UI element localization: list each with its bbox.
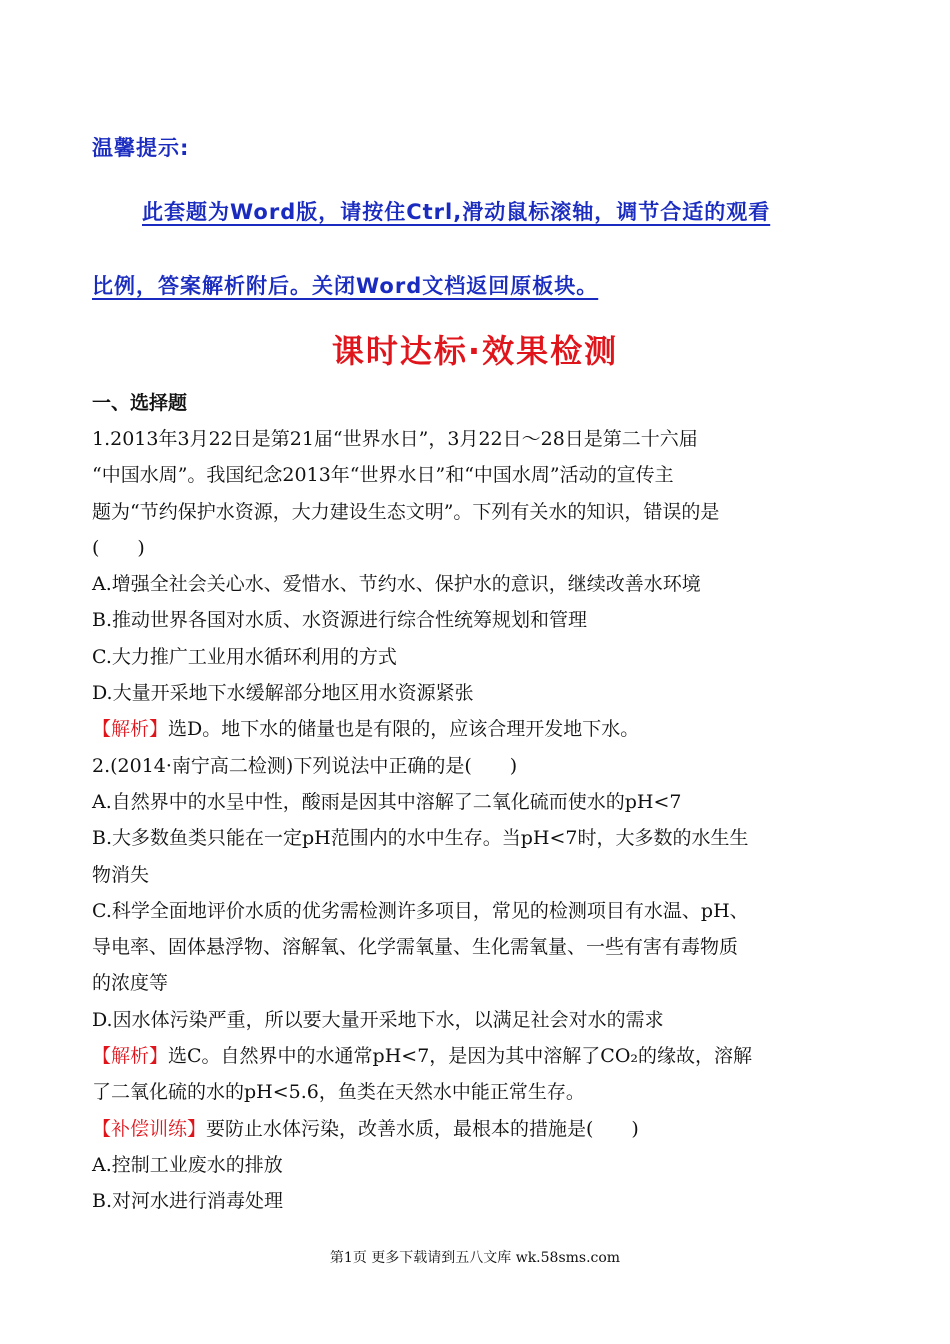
text-line (92, 494, 862, 530)
line-text: 选D。地下水的储量也是有限的，应该合理开发地下水。 (168, 718, 640, 741)
line-text: D.因水体污染严重，所以要大量开采地下水，以满足社会对水的需求 (92, 1008, 664, 1031)
line-text: 了二氧化硫的水的pH<5.6，鱼类在天然水中能正常生存。 (92, 1081, 585, 1104)
text-line (92, 711, 862, 747)
section-heading: 一、选择题 (92, 392, 188, 414)
text-line (92, 857, 862, 893)
text-line (92, 421, 862, 457)
line-text: 2.(2014·南宁高二检测)下列说法中正确的是( ) (92, 754, 518, 777)
answer-tag: 【解析】 (92, 1045, 169, 1068)
line-text: A.自然界中的水呈中性，酸雨是因其中溶解了二氧化硫而使水的pH<7 (92, 790, 682, 813)
line-text: C.科学全面地评价水质的优劣需检测许多项目，常见的检测项目有水温、pH、 (92, 899, 749, 922)
text-line (92, 820, 862, 856)
text-line (92, 602, 862, 638)
text-line (92, 1002, 862, 1038)
line-text: 物消失 (92, 863, 150, 886)
line-text: “中国水周”。我国纪念2013年“世界水日”和“中国水周”活动的宣传主 (92, 464, 674, 487)
text-line (92, 639, 862, 675)
text-line (92, 965, 862, 1001)
line-text: C.大力推广工业用水循环利用的方式 (92, 645, 397, 668)
text-line (92, 1038, 862, 1074)
page-title: 课时达标·效果检测 (331, 332, 619, 370)
tip-text-line-2: 比例，答案解析附后。关闭Word文档返回原板块。 (92, 274, 599, 298)
answer-tag: 【补偿训练】 (92, 1117, 207, 1140)
line-text: ( ) (92, 536, 145, 559)
line-text: B.对河水进行消毒处理 (92, 1190, 284, 1213)
text-line (92, 1111, 862, 1147)
answer-tag: 【解析】 (92, 718, 169, 741)
text-line (92, 748, 862, 784)
line-text: B.大多数鱼类只能在一定pH范围内的水中生存。当pH<7时，大多数的水生生 (92, 827, 749, 850)
tip-text-line-1: 此套题为Word版，请按住Ctrl,滑动鼠标滚轴，调节合适的观看 (142, 200, 771, 224)
line-text: A.控制工业废水的排放 (92, 1153, 283, 1176)
text-line (92, 893, 862, 929)
line-text: 1.2013年3月22日是第21届“世界水日”，3月22日～28日是第二十六届 (92, 428, 698, 450)
text-line (92, 1183, 862, 1219)
line-text: 要防止水体污染，改善水质，最根本的措施是( ) (206, 1117, 639, 1140)
text-line (92, 1074, 862, 1110)
line-text: 选C。自然界中的水通常pH<7，是因为其中溶解了CO₂的缘故，溶解 (168, 1045, 753, 1068)
text-line (92, 675, 862, 711)
text-line (92, 1147, 862, 1183)
text-line (92, 530, 862, 566)
text-line (92, 784, 862, 820)
text-line (92, 457, 862, 493)
line-text: 导电率、固体悬浮物、溶解氧、化学需氧量、生化需氧量、一些有害有毒物质 (92, 936, 739, 959)
line-text: A.增强全社会关心水、爱惜水、节约水、保护水的意识，继续改善水环境 (92, 573, 701, 596)
line-text: 的浓度等 (92, 972, 169, 995)
line-text: B.推动世界各国对水质、水资源进行综合性统筹规划和管理 (92, 609, 588, 632)
text-line (92, 566, 862, 602)
tip-heading: 温馨提示: (92, 136, 190, 160)
text-line (92, 929, 862, 965)
question-body (92, 421, 862, 1220)
line-text: 题为“节约保护水资源，大力建设生态文明”。下列有关水的知识，错误的是 (92, 500, 720, 523)
line-text: D.大量开采地下水缓解部分地区用水资源紧张 (92, 682, 474, 705)
page-footer: 第1页 更多下载请到五八文库 wk.58sms.com (329, 1250, 621, 1266)
